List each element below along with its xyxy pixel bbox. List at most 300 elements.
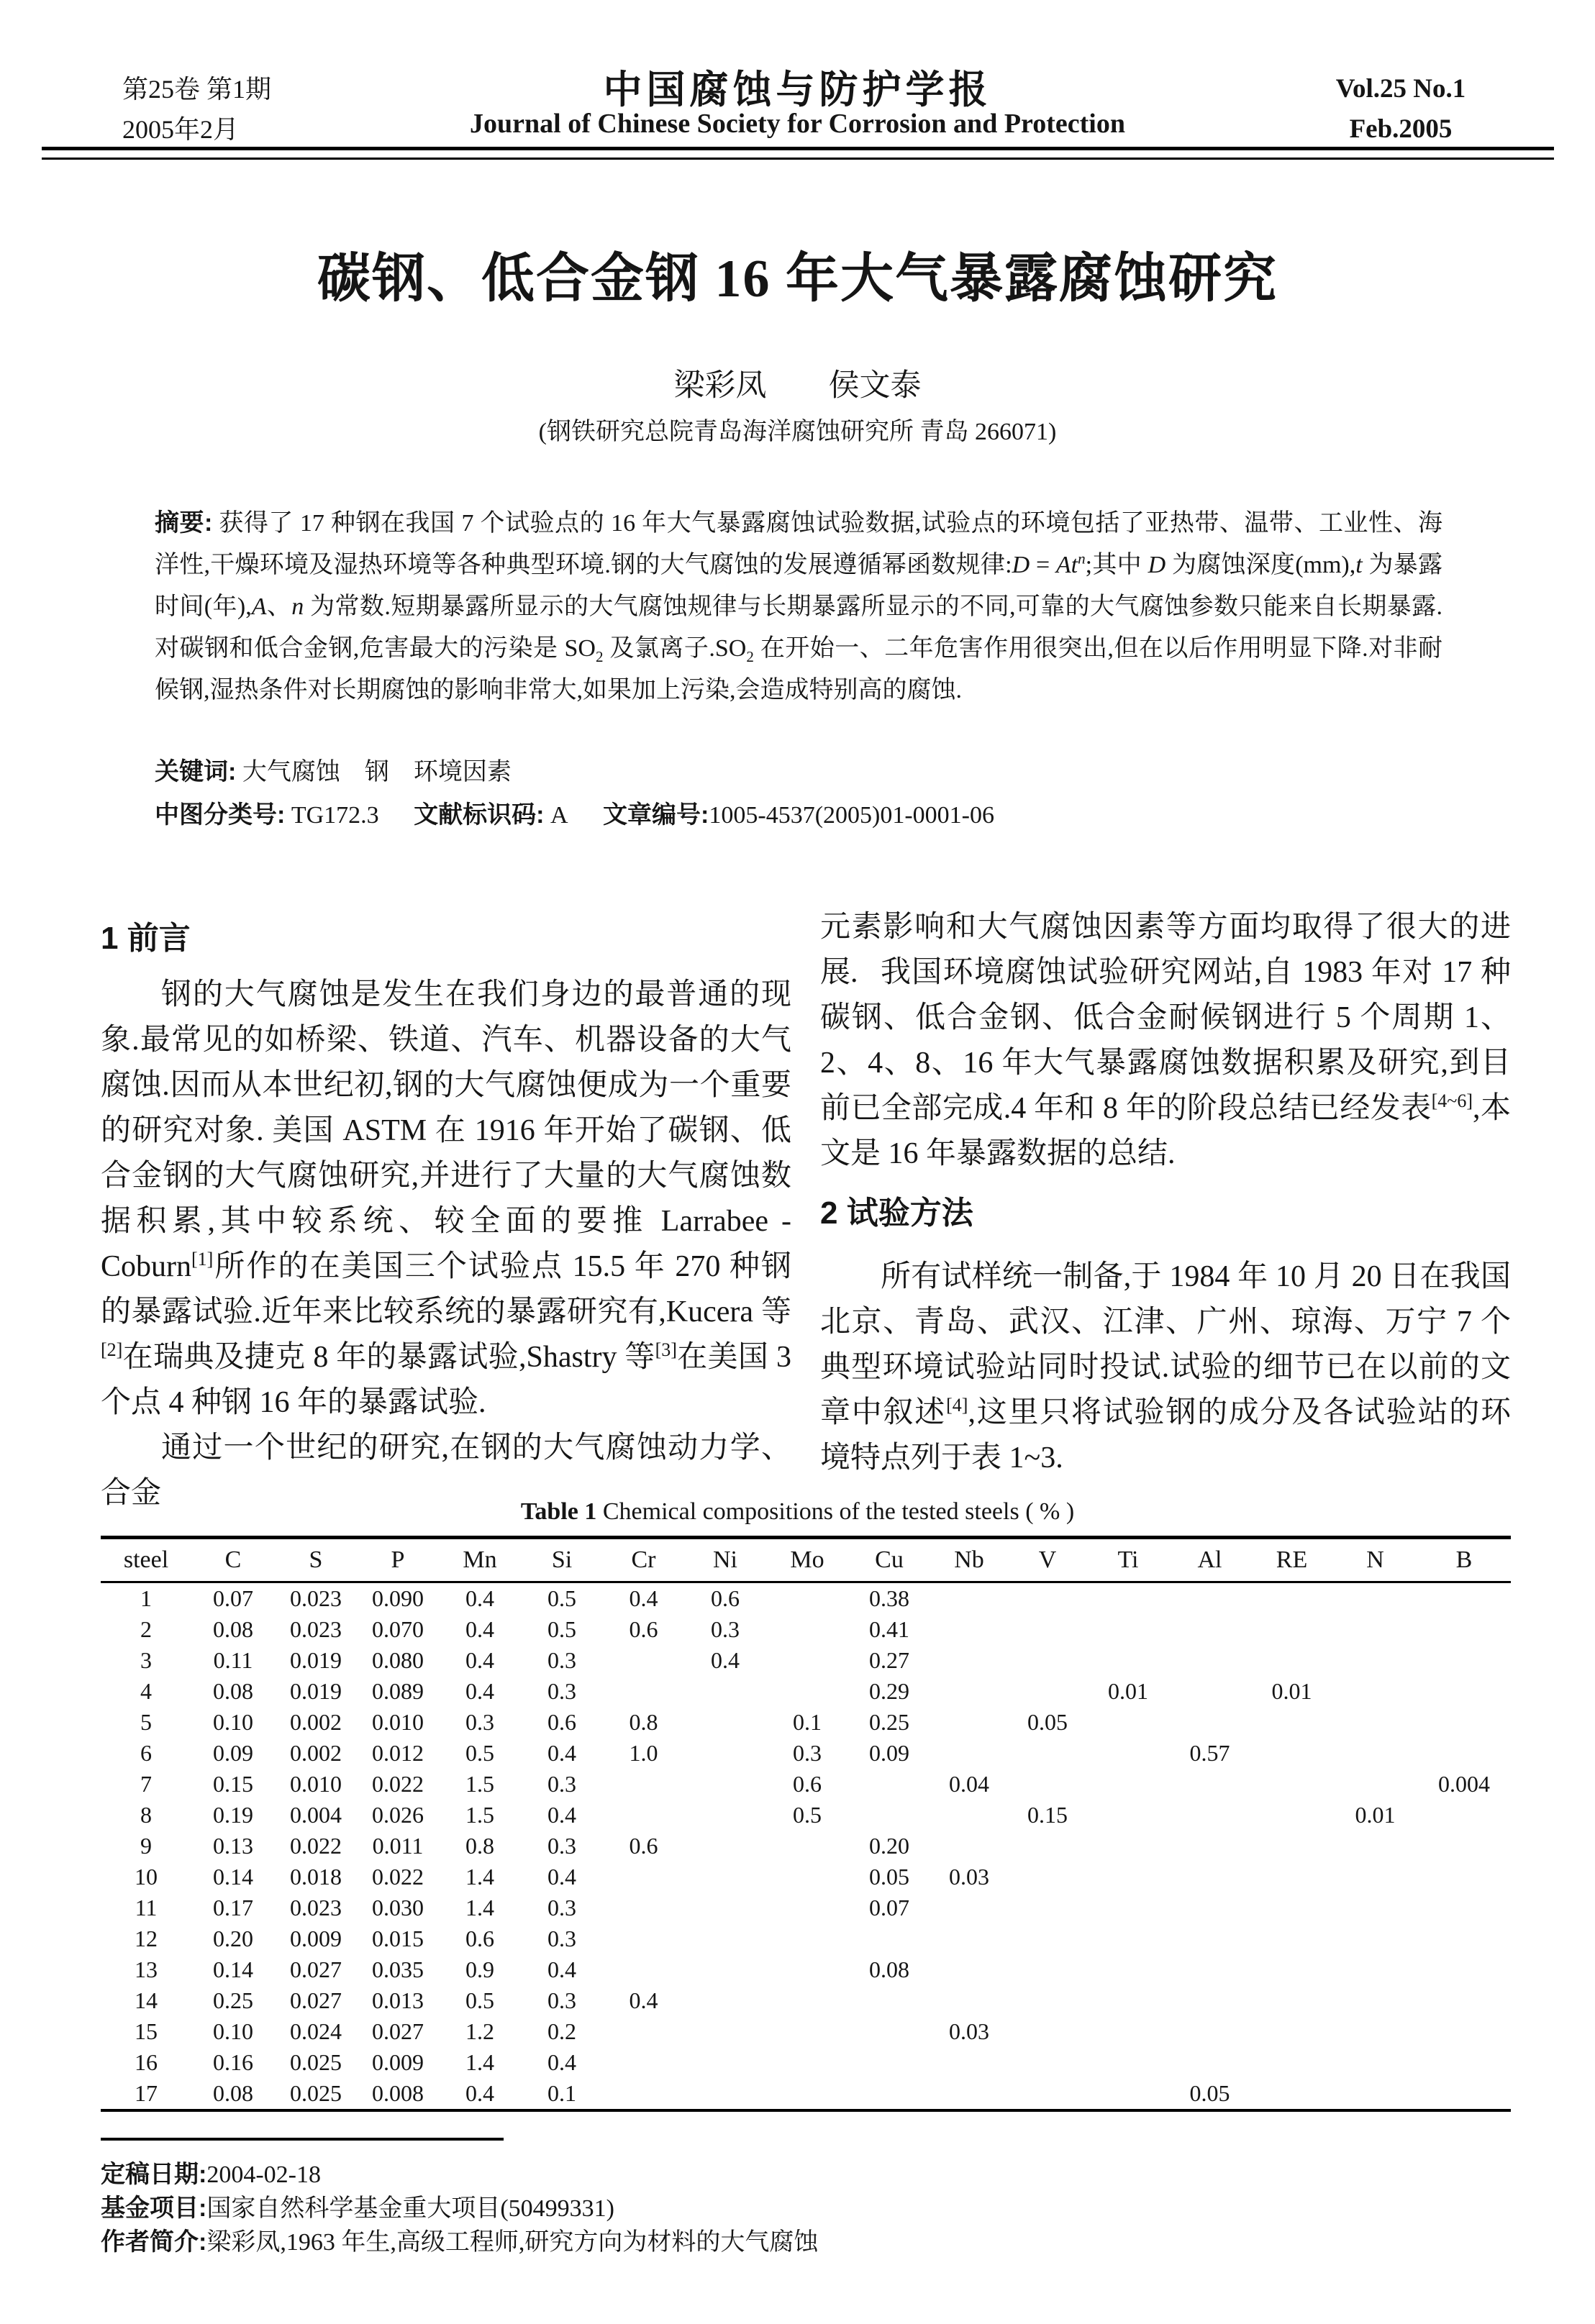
footnote-date [101,2158,1396,2192]
table-cell [1169,2016,1250,2047]
col-header-Cu: Cu [848,1538,930,1582]
table-row [101,1645,1511,1676]
table-cell: 0.19 [213,1802,253,1828]
table-cell [1008,1985,1087,2016]
col-header-Mn: Mn [439,1538,521,1582]
table-cell: 9 [140,1833,152,1859]
table-cell [1250,1769,1333,1800]
table-cell [930,1923,1008,1954]
issue-volume-cn: 第25卷 第1期 [122,75,272,104]
table-cell [1250,1862,1333,1892]
table-cell [1333,2078,1417,2110]
table-cell [766,1582,848,1615]
table-cell [1250,1892,1333,1923]
table-cell [1008,1954,1087,1985]
table-cell: 8 [140,1802,152,1828]
table-cell [603,2047,684,2078]
table-cell: 0.4 [547,1740,576,1766]
table-cell: 0.3 [547,1926,576,1951]
table-cell [1417,1582,1511,1615]
table-cell [684,1954,766,1985]
table-cell: 0.5 [465,1740,494,1766]
table1-caption-label: Table 1 [520,1498,597,1525]
table-cell [1008,1831,1087,1862]
table-cell: 0.05 [1189,2080,1230,2106]
footnote-fund [101,2192,1396,2225]
table-cell [848,2016,930,2047]
table-cell [603,1676,684,1707]
table-cell [766,1923,848,1954]
table-cell [1087,2078,1169,2110]
table-cell: 0.15 [1027,1802,1068,1828]
table-cell [684,2047,766,2078]
table-cell: 0.019 [290,1678,342,1704]
table-cell: 1 [140,1585,152,1611]
table-row [101,1923,1511,1954]
table-cell [1169,1645,1250,1676]
table-cell [684,1676,766,1707]
table-cell: 0.03 [949,1864,989,1890]
table-cell: 0.07 [869,1895,909,1920]
table-cell [1169,1831,1250,1862]
table-cell [603,1862,684,1892]
table-cell: 0.4 [465,1616,494,1642]
table-cell [603,2078,684,2110]
table-cell [766,2016,848,2047]
table-cell [930,1954,1008,1985]
table-row [101,1582,1511,1615]
table-cell: 0.01 [1108,1678,1148,1704]
table-row [101,1831,1511,1862]
table-cell: 1.4 [465,2049,494,2075]
footnote-rule [101,2138,504,2141]
table-row [101,1769,1511,1800]
table-cell: 0.6 [547,1709,576,1735]
table-cell [1250,1614,1333,1645]
table-cell [1250,1582,1333,1615]
footnote-fund-value: 国家自然科学基金重大项目(50499331) [206,2195,614,2222]
table-cell [1008,1645,1087,1676]
table-cell: 0.026 [372,1802,424,1828]
table-cell [1008,1676,1087,1707]
table-cell: 1.2 [465,2018,494,2044]
table-row [101,1892,1511,1923]
table-cell [1417,2078,1511,2110]
footnote-bio-value: 梁彩凤,1963 年生,高级工程师,研究方向为材料的大气腐蚀 [206,2229,819,2256]
table-cell: 0.4 [465,1647,494,1673]
table-cell: 0.022 [372,1864,424,1890]
table-cell: 0.5 [793,1802,822,1828]
abstract [155,502,1442,711]
table-cell: 0.04 [949,1771,989,1797]
journal-name-en: Journal of Chinese Society for Corrosion and Protection [470,109,1125,139]
table-cell: 0.08 [213,2080,253,2106]
table-cell [1333,1831,1417,1862]
table-cell [1250,1800,1333,1831]
table-cell [930,1800,1008,1831]
col-header-Ti: Ti [1087,1538,1169,1582]
table-cell: 1.0 [629,1740,658,1766]
table-cell: 0.5 [465,1987,494,2013]
table-cell [1333,1614,1417,1645]
table-cell [848,1769,930,1800]
table-cell [684,1707,766,1738]
table-cell: 0.002 [290,1740,342,1766]
classification-line [155,794,1442,837]
table-cell [1417,2047,1511,2078]
table-cell [603,1645,684,1676]
table-row [101,1800,1511,1831]
table-row [101,1954,1511,1985]
table-cell: 0.16 [213,2049,253,2075]
table-cell: 0.025 [290,2080,342,2106]
table-cell [930,1614,1008,1645]
table-cell: 0.09 [213,1740,253,1766]
footnote-date-label: 定稿日期: [101,2161,207,2188]
table-cell [1333,1769,1417,1800]
masthead-rule-thick [42,147,1554,150]
table-cell [684,1985,766,2016]
table-cell [1169,1892,1250,1923]
footnote-bio-label: 作者简介: [101,2228,207,2256]
table-cell [1087,1954,1169,1985]
table-cell [848,1985,930,2016]
table-cell: 0.10 [213,1709,253,1735]
doc-code-label: 文献标识码: [414,801,545,829]
table-cell: 0.035 [372,1956,424,1982]
table-cell [1087,1923,1169,1954]
table-cell: 0.10 [213,2018,253,2044]
table-cell: 0.4 [465,1678,494,1704]
table-cell [1417,1614,1511,1645]
table-cell [684,1800,766,1831]
col-header-Ni: Ni [684,1538,766,1582]
table-cell [1169,1769,1250,1800]
table-cell [930,1582,1008,1615]
table-cell [930,2078,1008,2110]
table-cell [766,1985,848,2016]
table-cell: 0.25 [869,1709,909,1735]
table-cell [684,2016,766,2047]
table-cell [1417,1831,1511,1862]
table-cell: 0.4 [711,1647,740,1673]
table-row [101,2016,1511,2047]
table-cell [1169,1676,1250,1707]
table-cell: 0.6 [793,1771,822,1797]
table-cell: 0.023 [290,1895,342,1920]
table-cell [1087,1645,1169,1676]
table-cell: 0.015 [372,1926,424,1951]
table-cell [1087,1707,1169,1738]
table-cell: 0.024 [290,2018,342,2044]
col-header-B: B [1417,1538,1511,1582]
table-cell [766,1676,848,1707]
section1-paragraph-2: 通过一个世纪的研究,在钢的大气腐蚀动力学、合金 [101,1431,791,1510]
table-cell [603,1769,684,1800]
table-cell [603,1800,684,1831]
table-cell [1417,1707,1511,1738]
table-cell: 0.022 [290,1833,342,1859]
table-cell: 0.03 [949,2018,989,2044]
table-cell: 0.4 [465,1585,494,1611]
table-cell: 0.011 [372,1833,424,1859]
volume-en: Vol.25 No.1 [1335,74,1466,104]
table-cell [1333,1707,1417,1738]
table-cell: 0.027 [290,1987,342,2013]
table-cell [603,1892,684,1923]
table-cell: 0.29 [869,1678,909,1704]
table-cell [766,1862,848,1892]
table-cell: 0.15 [213,1771,253,1797]
table-row [101,2078,1511,2110]
table1 [101,1536,1511,2112]
table-cell [684,1738,766,1769]
table-header-row [101,1538,1511,1582]
keywords-line [155,751,1442,793]
table-cell [766,1614,848,1645]
table-cell: 0.6 [711,1585,740,1611]
table-cell [1333,1892,1417,1923]
table-cell: 0.3 [547,1833,576,1859]
table-cell: 0.08 [869,1956,909,1982]
table-cell [1417,1800,1511,1831]
table-cell: 0.019 [290,1647,342,1673]
table-cell: 0.4 [465,2080,494,2106]
table-cell [1250,2047,1333,2078]
col-header-S: S [275,1538,357,1582]
table-cell [766,1831,848,1862]
table-cell [1250,1645,1333,1676]
table-cell [1008,1769,1087,1800]
col-header-Mo: Mo [766,1538,848,1582]
table-cell: 1.4 [465,1864,494,1890]
page-title: 碳钢、低合金钢 16 年大气暴露腐蚀研究 [317,250,1278,309]
table-cell: 0.57 [1189,1740,1230,1766]
table-cell [1169,1985,1250,2016]
footnote-fund-label: 基金项目: [101,2195,207,2222]
table-cell [1417,1892,1511,1923]
table-cell [1008,1738,1087,1769]
table-cell [1087,1582,1169,1615]
keywords-label: 关键词: [155,758,237,785]
table-cell: 0.3 [711,1616,740,1642]
table-cell: 14 [135,1987,158,2013]
col-header-Nb: Nb [930,1538,1008,1582]
table-cell [684,1831,766,1862]
table-cell [1250,1923,1333,1954]
table-cell: 0.01 [1271,1678,1312,1704]
table-cell: 0.07 [213,1585,253,1611]
table-cell [1417,1645,1511,1676]
table-cell [684,1892,766,1923]
table-cell [1087,1800,1169,1831]
table-cell: 16 [135,2049,158,2075]
table-cell [1333,1985,1417,2016]
table-cell: 0.3 [547,1987,576,2013]
table-cell [766,1645,848,1676]
table-cell: 0.9 [465,1956,494,1982]
table-cell: 5 [140,1709,152,1735]
table-cell [1417,1738,1511,1769]
table-cell: 0.25 [213,1987,253,2013]
table-cell [1008,2078,1087,2110]
table-cell [603,1923,684,1954]
table-cell: 0.14 [213,1864,253,1890]
table-cell [1333,1645,1417,1676]
table-cell: 0.4 [547,1864,576,1890]
table-cell: 0.5 [547,1616,576,1642]
table-cell: 0.20 [213,1926,253,1951]
article-id-value: 1005-4537(2005)01-0001-06 [709,802,994,829]
table-cell [1087,1831,1169,1862]
table-cell [1087,1862,1169,1892]
table-cell: 0.002 [290,1709,342,1735]
table-cell [1417,1985,1511,2016]
table-cell: 3 [140,1647,152,1673]
table-cell: 0.023 [290,1616,342,1642]
footnote-date-value: 2004-02-18 [206,2161,321,2188]
table-cell [1087,2047,1169,2078]
table-cell [1417,1676,1511,1707]
table-cell [848,2078,930,2110]
table-cell [1169,1614,1250,1645]
affiliation: (钢铁研究总院青岛海洋腐蚀研究所 青岛 266071) [538,419,1057,445]
table-cell [1417,2016,1511,2047]
table-cell: 0.6 [629,1616,658,1642]
table-cell: 0.004 [290,1802,342,1828]
table-cell: 0.20 [869,1833,909,1859]
table-cell: 0.2 [547,2018,576,2044]
table-cell [684,1769,766,1800]
table-row [101,2047,1511,2078]
footnote-author-bio [101,2225,1396,2259]
table-cell [848,1800,930,1831]
table-cell: 0.11 [213,1647,253,1673]
table-cell: 0.3 [547,1895,576,1920]
col-header-C: C [191,1538,275,1582]
col-header-Cr: Cr [603,1538,684,1582]
table-cell [603,2016,684,2047]
section-heading-1: 1 前言 [101,921,191,956]
table-cell: 0.025 [290,2049,342,2075]
table-cell: 0.022 [372,1771,424,1797]
masthead-rule-thin [42,158,1554,160]
table-cell: 0.013 [372,1987,424,2013]
table-cell [930,1831,1008,1862]
table-cell [1333,1582,1417,1615]
table-cell: 0.004 [1438,1771,1490,1797]
table-cell: 0.010 [290,1771,342,1797]
table-cell: 0.27 [869,1647,909,1673]
table-cell: 0.090 [372,1585,424,1611]
table-cell: 15 [135,2018,158,2044]
table-cell [1333,2016,1417,2047]
table-cell [1008,1892,1087,1923]
table-cell [1417,1954,1511,1985]
table-cell [848,1923,930,1954]
table-cell [1169,2047,1250,2078]
authors: 梁彩凤 侯文泰 [673,369,922,403]
table-cell: 0.4 [629,1987,658,2013]
table-cell [930,1738,1008,1769]
table-cell: 0.41 [869,1616,909,1642]
table-cell: 0.5 [547,1585,576,1611]
table-cell: 0.4 [547,2049,576,2075]
table-cell: 0.17 [213,1895,253,1920]
table-cell: 0.009 [290,1926,342,1951]
col-header-steel: steel [101,1538,191,1582]
table-cell [603,1954,684,1985]
table-cell [848,2047,930,2078]
table-cell [1008,1923,1087,1954]
table-cell [1008,1614,1087,1645]
table-cell [1250,1738,1333,1769]
table-cell [1250,1831,1333,1862]
masthead-volume-block [1293,69,1509,150]
table-cell: 2 [140,1616,152,1642]
table-cell: 0.3 [465,1709,494,1735]
table-cell [766,1892,848,1923]
table-cell [1417,1862,1511,1892]
table-cell: 0.09 [869,1740,909,1766]
table-cell: 10 [135,1864,158,1890]
table-cell: 12 [135,1926,158,1951]
table-cell [1008,1582,1087,1615]
table-cell: 0.1 [793,1709,822,1735]
col-header-N: N [1333,1538,1417,1582]
table-cell: 0.14 [213,1956,253,1982]
table-row [101,1862,1511,1892]
table-cell: 0.027 [372,2018,424,2044]
table-cell [1087,1614,1169,1645]
table-cell: 0.009 [372,2049,424,2075]
issue-date-en: Feb.2005 [1349,114,1453,144]
table-cell: 0.08 [213,1616,253,1642]
table-cell: 0.3 [547,1771,576,1797]
table-cell: 1.5 [465,1802,494,1828]
table-cell [766,1954,848,1985]
section-heading-2: 2 试验方法 [820,1195,973,1231]
table-cell [1250,1707,1333,1738]
table-cell [1169,1707,1250,1738]
table-cell [930,1676,1008,1707]
table-cell: 0.38 [869,1585,909,1611]
column2-paragraph-2: 我国环境腐蚀试验研究网站,自 1983 年对 17 种碳钢、低合金钢、低合金耐候钢进行 5 个周期 1、2、4、8、16 年大气暴露腐蚀数据积累及研究,到目前已全部完成.4 年和 8 年的阶段总结已经发表[4~6],本文是 16 年暴露数据的总结. [820,956,1511,1170]
col-header-Si: Si [521,1538,603,1582]
table-cell [1087,1985,1169,2016]
table-cell: 0.4 [547,1956,576,1982]
table-cell [1008,2047,1087,2078]
journal-name-cn: 中国腐蚀与防护学报 [603,68,992,111]
table1-caption [0,1498,1595,1526]
column2-continuation: 元素影响和大气腐蚀因素等方面均取得了很大的进展. [820,911,1511,989]
table-cell: 0.030 [372,1895,424,1920]
table-cell: 1.5 [465,1771,494,1797]
table-cell: 0.6 [465,1926,494,1951]
table-cell [1169,1923,1250,1954]
table-cell [684,1923,766,1954]
table-cell [930,1985,1008,2016]
table-cell: 0.13 [213,1833,253,1859]
table-cell [1169,1954,1250,1985]
table-cell [1008,2016,1087,2047]
table-cell: 0.05 [869,1864,909,1890]
table-cell: 0.008 [372,2080,424,2106]
issue-date-cn: 2005年2月 [122,115,240,144]
table-cell: 0.01 [1355,1802,1396,1828]
clc-value: TG172.3 [291,802,379,829]
keywords: 大气腐蚀 钢 环境因素 [242,759,512,785]
